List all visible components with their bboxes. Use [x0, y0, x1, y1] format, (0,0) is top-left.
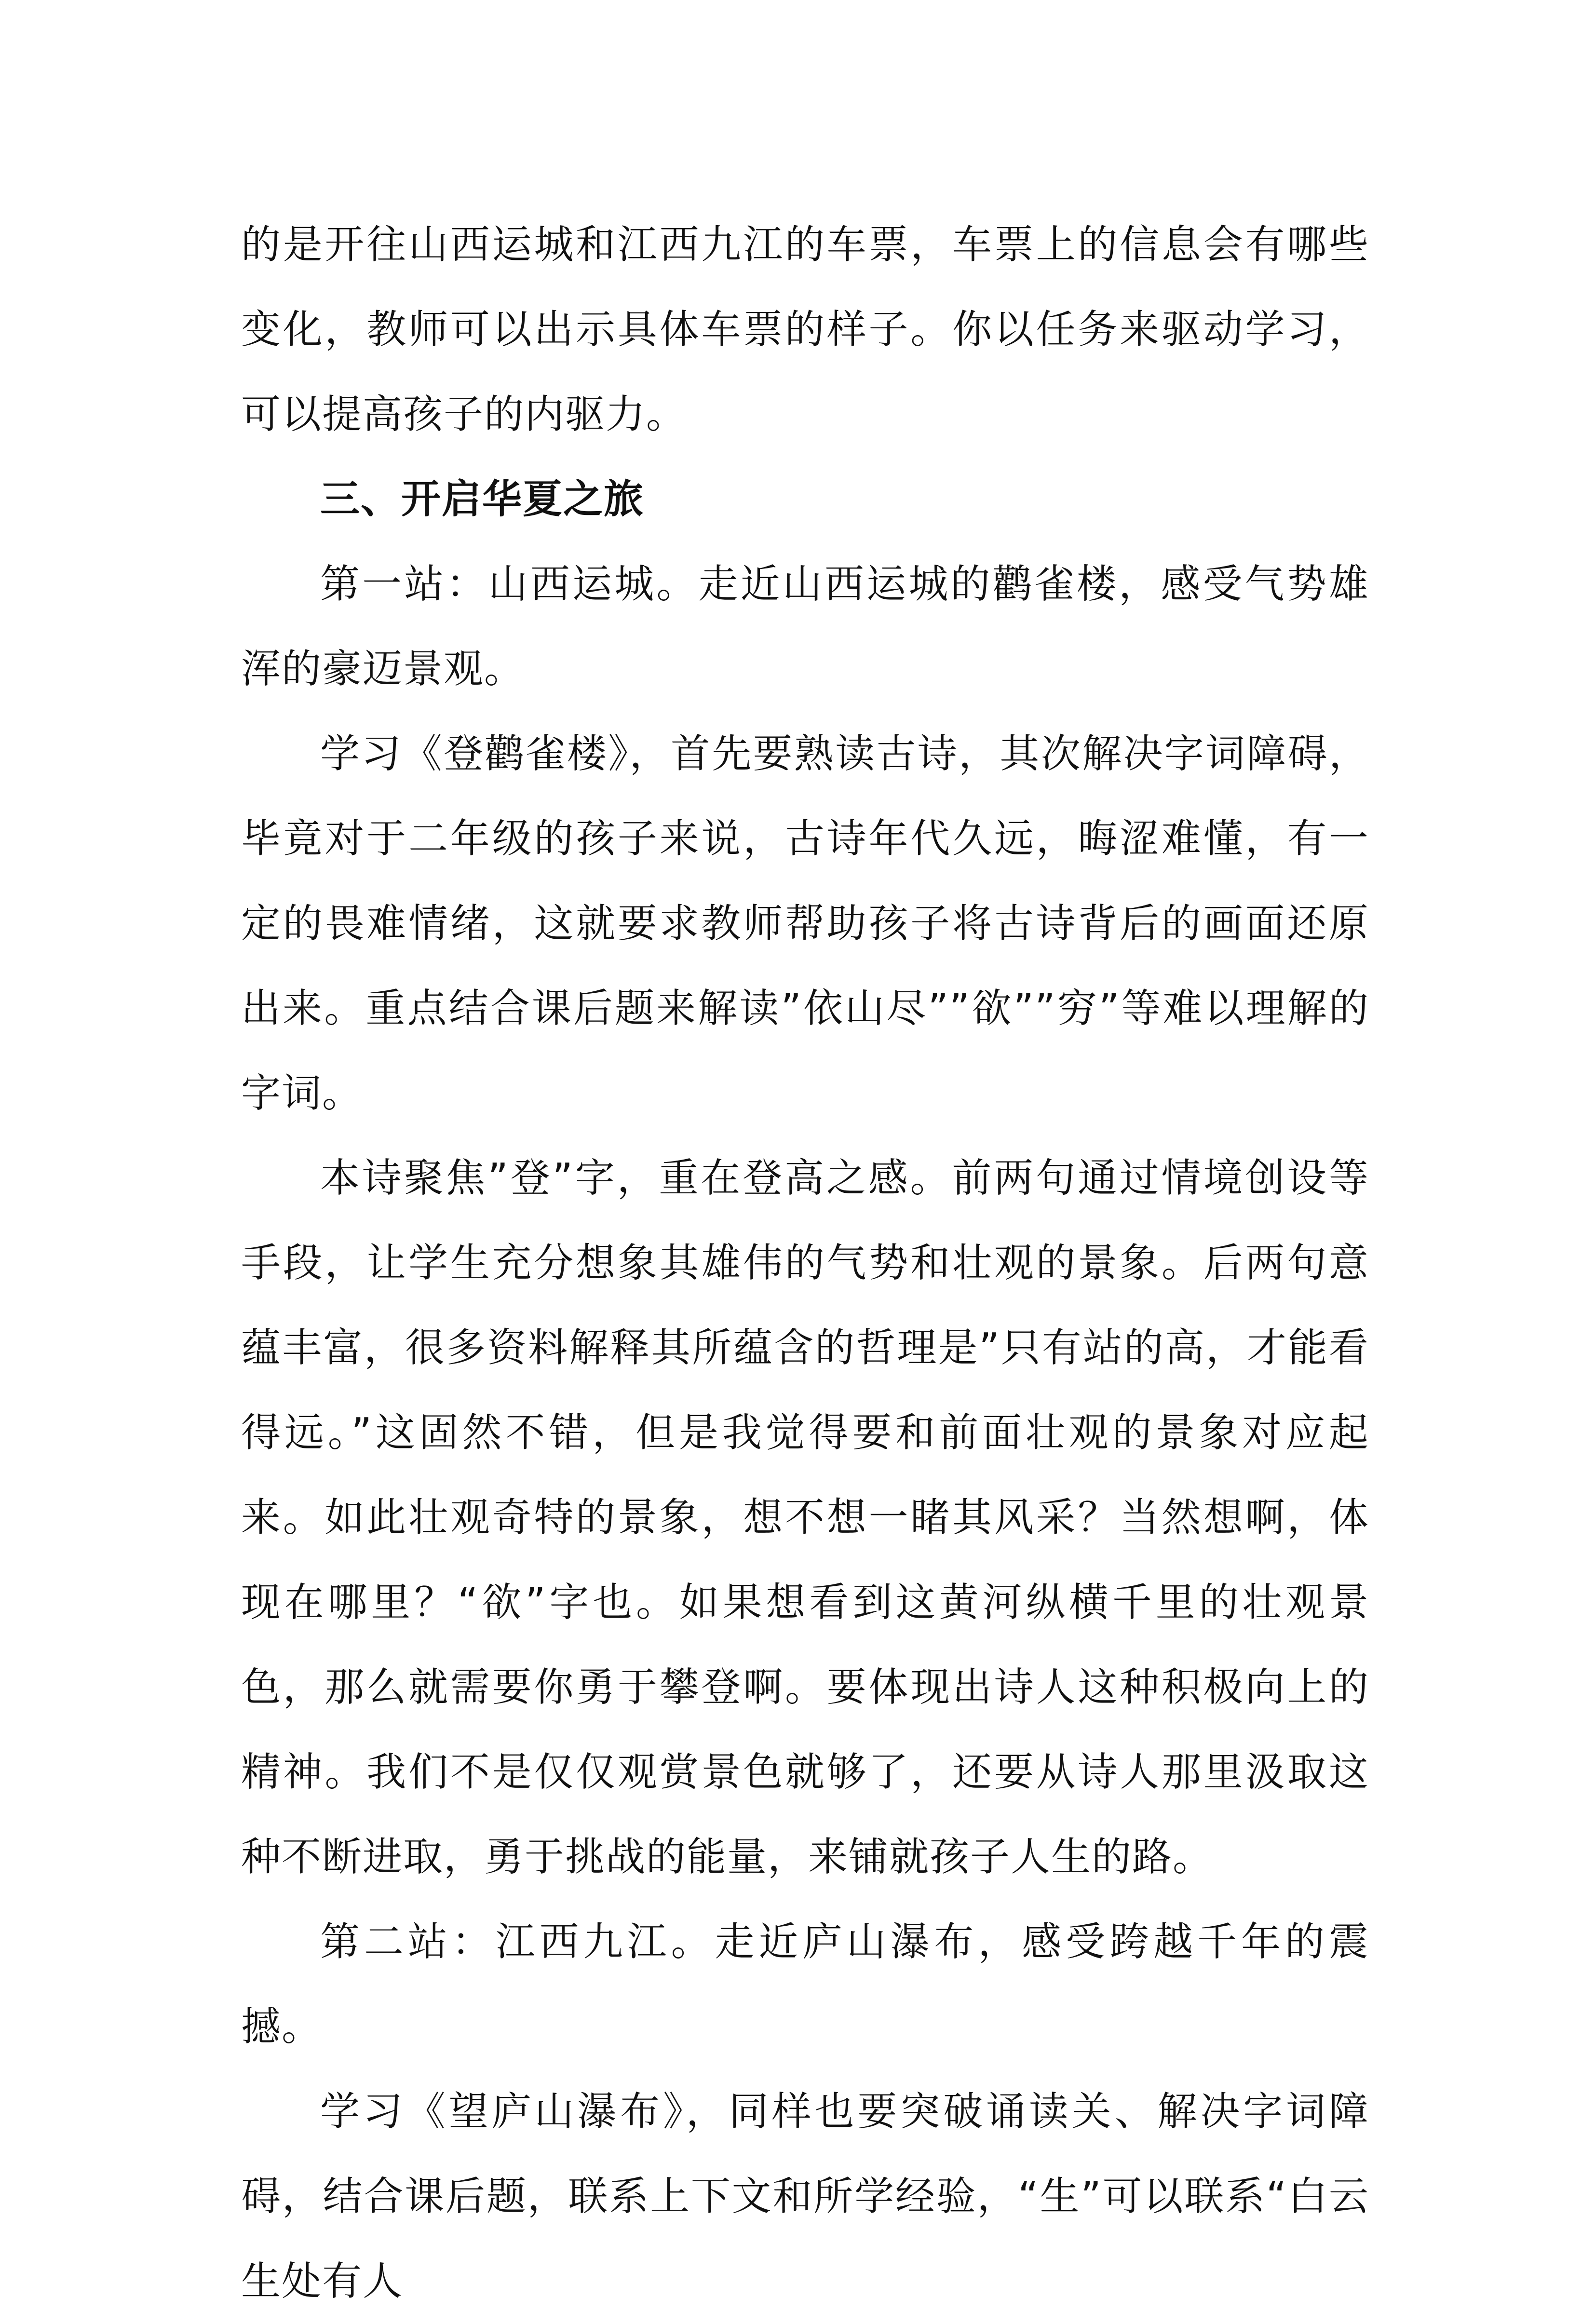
- document-body: [241, 203, 1369, 2324]
- section-heading: 三、开启华夏之旅: [320, 476, 645, 522]
- paragraph-station-one: 第一站：山西运城。走近山西运城的鹳雀楼，感受气势雄浑的豪迈景观。: [241, 561, 1369, 692]
- paragraph-poem-analysis: 本诗聚焦”登”字，重在登高之感。前两句通过情境创设等手段，让学生充分想象其雄伟的气势和壮观的景象。后两句意蕴丰富，很多资料解释其所蕴含的哲理是”只有站的高，才能看得远。”这固然不错，但是我觉得要和前面壮观的景象对应起来。如此壮观奇特的景象，想不想一睹其风采？当然想啊，体现在哪里？“欲”字也。如果想看到这黄河纵横千里的壮观景色，那么就需要你勇于攀登啊。要体现出诗人这种积极向上的精神。我们不是仅仅观赏景色就够了，还要从诗人那里汲取这种不断进取，勇于挑战的能量，来铺就孩子人生的路。: [241, 1155, 1369, 1880]
- paragraph-poem-study-one: 学习《登鹳雀楼》，首先要熟读古诗，其次解决字词障碍，毕竟对于二年级的孩子来说，古诗年代久远，晦涩难懂，有一定的畏难情绪，这就要求教师帮助孩子将古诗背后的画面还原出来。重点结合课后题来解读”依山尽””欲””穷”等难以理解的字词。: [241, 731, 1369, 1116]
- paragraph-continuation: 的是开往山西运城和江西九江的车票，车票上的信息会有哪些变化，教师可以出示具体车票的样子。你以任务来驱动学习，可以提高孩子的内驱力。: [241, 222, 1369, 437]
- paragraph-poem-study-two: 学习《望庐山瀑布》，同样也要突破诵读关、解决字词障碍，结合课后题，联系上下文和所学经验，“生”可以联系“白云生处有人: [241, 2089, 1369, 2304]
- paragraph-station-two: 第二站：江西九江。走近庐山瀑布，感受跨越千年的震撼。: [241, 1919, 1369, 2050]
